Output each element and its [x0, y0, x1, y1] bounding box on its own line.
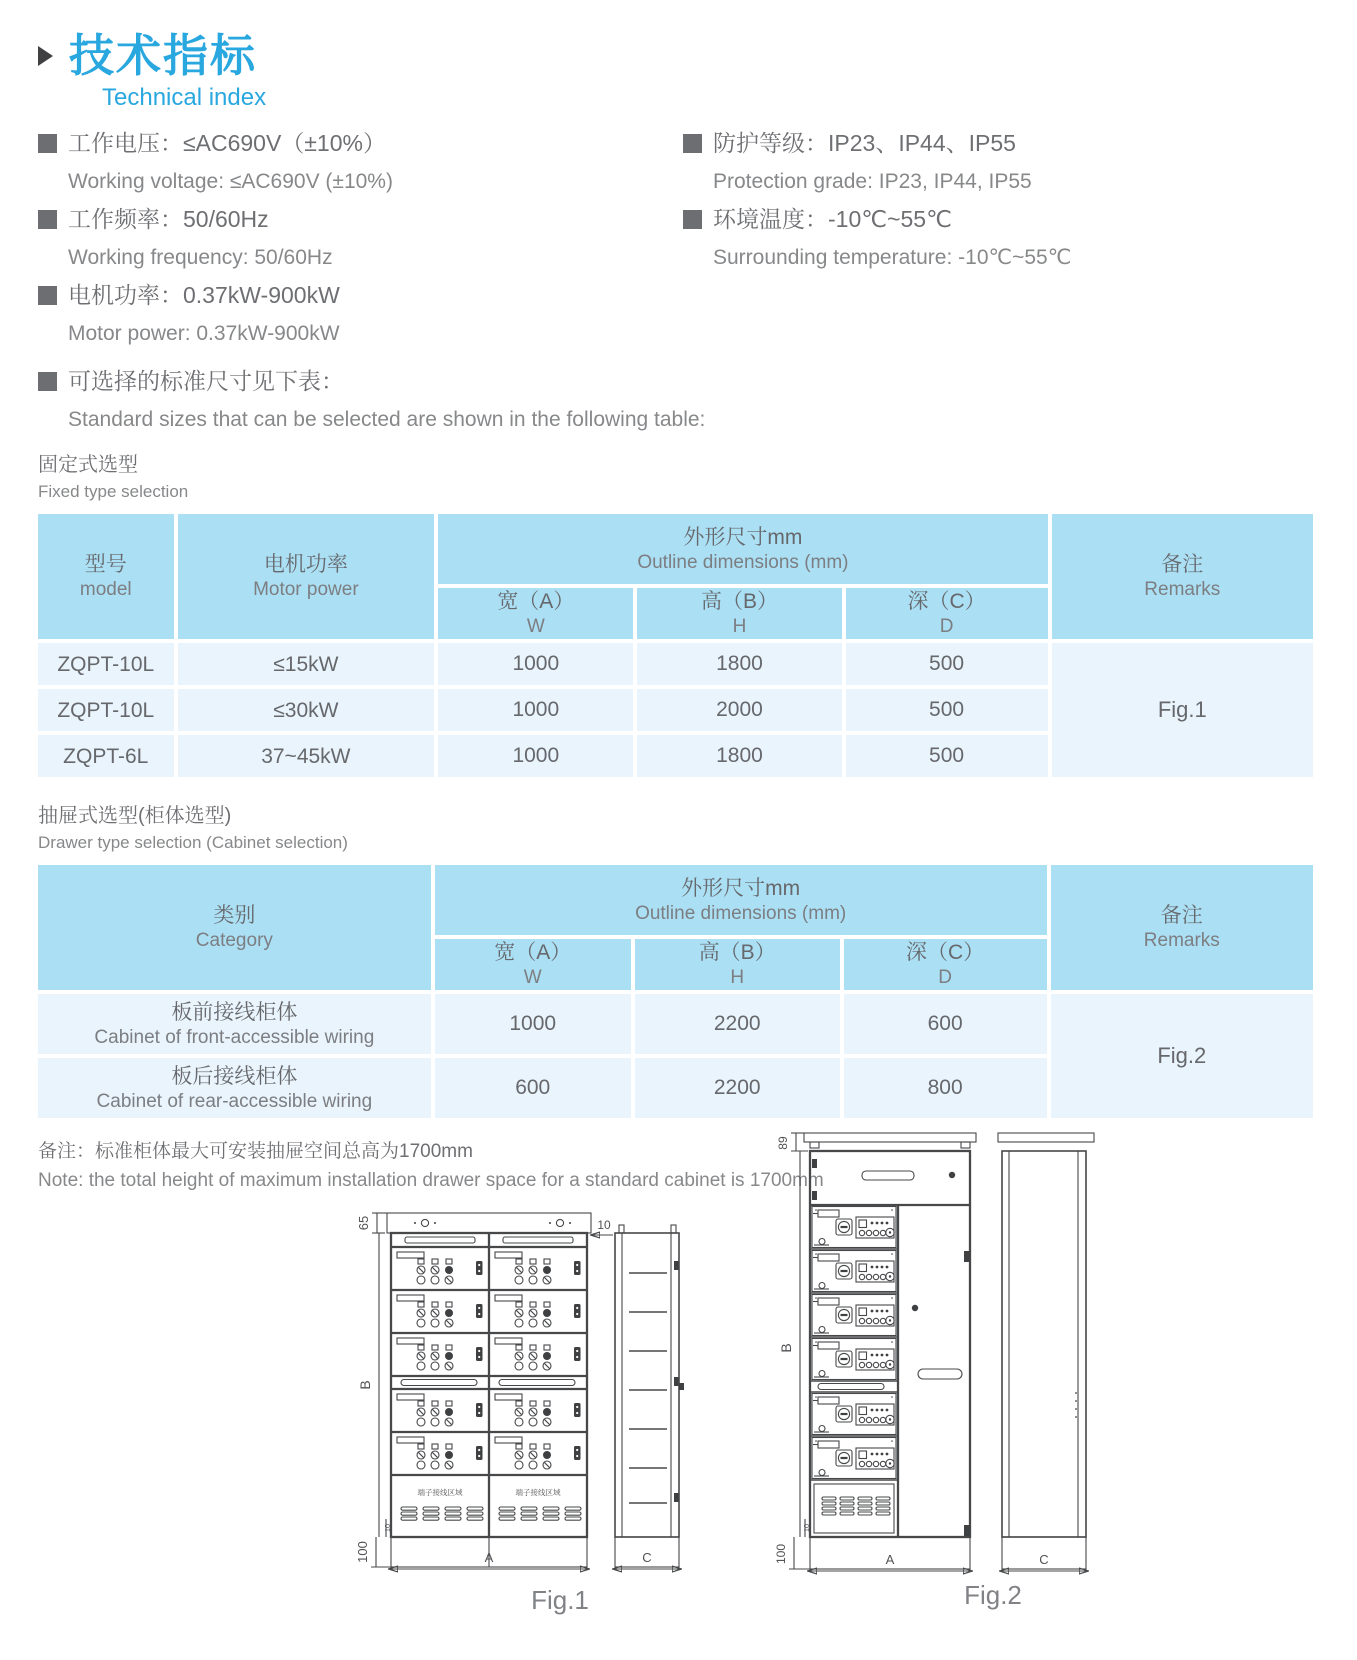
cell-height: 2200: [635, 1058, 840, 1118]
fig1-side-view: [615, 1225, 684, 1567]
cell-remark-fig1: Fig.1: [1052, 643, 1313, 777]
th-depth: 深（C） D: [846, 588, 1048, 639]
spec-en-text: Protection grade: IP23, IP44, IP55: [713, 170, 1032, 193]
fig1-terminal-area-label: 端子接线区域: [515, 1488, 561, 1497]
cell-category: 板前接线柜体 Cabinet of front-accessible wiring: [38, 994, 431, 1054]
th-remarks: 备注 Remarks: [1051, 865, 1313, 990]
th-model: 型号 model: [38, 514, 174, 639]
th-motor-power: 电机功率 Motor power: [178, 514, 435, 639]
th-width: 宽（A） W: [435, 939, 631, 990]
fig2-dim-100: 100: [774, 1543, 788, 1565]
fig1-dim-b: B: [357, 1380, 373, 1390]
cell-model: ZQPT-6L: [38, 735, 174, 777]
fixed-type-table: [34, 510, 1317, 781]
section-title-en: Drawer type selection (Cabinet selection): [38, 833, 348, 852]
fixed-type-section-label: [38, 448, 1317, 502]
cell-remark-fig2: Fig.2: [1051, 994, 1313, 1118]
spec-en-text: Surrounding temperature: -10℃~55℃: [713, 246, 1072, 269]
fig1-dim-10-top: 10: [597, 1218, 611, 1232]
note-cn: 备注：标准柜体最大可安装抽屉空间总高为1700mm: [38, 1141, 473, 1162]
cell-power: ≤30kW: [178, 689, 435, 731]
section-title-cn: 固定式选型: [38, 454, 138, 476]
spec-en-text: Standard sizes that can be selected are shown in the following table:: [68, 408, 706, 431]
square-bullet-icon: [38, 210, 57, 229]
th-category: 类别 Category: [38, 865, 431, 990]
spec-en-text: Working voltage: ≤AC690V (±10%): [68, 170, 393, 193]
square-bullet-icon: [38, 134, 57, 153]
drawer-type-section-label: [38, 799, 1317, 853]
cell-height: 2000: [637, 689, 841, 731]
fig2-dim-b: B: [778, 1343, 794, 1353]
fig1-dim-65: 65: [356, 1215, 371, 1231]
cell-width: 1000: [438, 689, 633, 731]
cell-width: 1000: [438, 643, 633, 685]
fig2-front-view: [804, 1133, 976, 1569]
section-marker-icon: [38, 46, 53, 66]
th-height: 高（B） H: [635, 939, 840, 990]
cell-depth: 500: [846, 735, 1048, 777]
cell-height: 1800: [637, 735, 841, 777]
drawer-type-table: [34, 861, 1317, 1122]
fig2-dim-10-vent: 10: [802, 1523, 811, 1533]
spec-cn-text: 环境温度：-10℃~55℃: [713, 206, 952, 232]
fig1-dim-10-vent: 10: [383, 1523, 392, 1533]
table-row: [38, 643, 1313, 685]
square-bullet-icon: [38, 286, 57, 305]
fig2-cabinet-drawing: [710, 1093, 1100, 1593]
fig1-dim-100: 100: [355, 1541, 370, 1563]
spec-item-voltage: [38, 128, 683, 196]
cell-depth: 500: [846, 643, 1048, 685]
spec-en-text: Working frequency: 50/60Hz: [68, 246, 333, 269]
spec-item-temperature: [683, 204, 1071, 272]
spec-column-right: [683, 128, 1071, 356]
th-height: 高（B） H: [637, 588, 841, 639]
cell-power: ≤15kW: [178, 643, 435, 685]
th-outline-dimensions: 外形尺寸mm Outline dimensions (mm): [438, 514, 1047, 584]
spec-list: [38, 128, 1317, 356]
th-remarks: 备注 Remarks: [1052, 514, 1313, 639]
page-subtitle: Technical index: [102, 84, 267, 111]
square-bullet-icon: [683, 210, 702, 229]
fig1-terminal-area-label: 端子接线区域: [417, 1488, 463, 1497]
cell-depth: 600: [844, 994, 1047, 1054]
section-title-cn: 抽屉式选型(柜体选型): [38, 805, 232, 827]
section-title-en: Fixed type selection: [38, 482, 189, 501]
page-header: [38, 30, 1317, 82]
cell-model: ZQPT-10L: [38, 689, 174, 731]
spec-cn-text: 防护等级：IP23、IP44、IP55: [713, 130, 1016, 156]
spec-item-table-intro: [38, 366, 1317, 434]
spec-cn-text: 可选择的标准尺寸见下表：: [68, 368, 344, 394]
fig1-dim-a: A: [484, 1550, 494, 1565]
spec-item-frequency: [38, 204, 683, 272]
spec-item-protection: [683, 128, 1071, 196]
th-depth: 深（C） D: [844, 939, 1047, 990]
fig2-dim-89: 89: [776, 1136, 790, 1150]
cell-depth: 500: [846, 689, 1048, 731]
spec-column-left: [38, 128, 683, 356]
cell-width: 1000: [438, 735, 633, 777]
fig1-dim-c: C: [642, 1550, 652, 1565]
fig1-front-view: [387, 1213, 591, 1567]
fig2-side-view: [998, 1133, 1094, 1569]
th-width: 宽（A） W: [438, 588, 633, 639]
fig1-cabinet-drawing: [345, 1177, 725, 1597]
cell-width: 1000: [435, 994, 631, 1054]
cell-width: 600: [435, 1058, 631, 1118]
cell-height: 1800: [637, 643, 841, 685]
cell-depth: 800: [844, 1058, 1047, 1118]
spec-cn-text: 工作电压：≤AC690V（±10%）: [68, 130, 386, 156]
th-outline-dimensions: 外形尺寸mm Outline dimensions (mm): [435, 865, 1047, 935]
fig2-dim-c: C: [1039, 1552, 1049, 1567]
cell-category: 板后接线柜体 Cabinet of rear-accessible wiring: [38, 1058, 431, 1118]
cell-model: ZQPT-10L: [38, 643, 174, 685]
cell-height: 2200: [635, 994, 840, 1054]
page-title: 技术指标: [69, 30, 258, 81]
table-row: [38, 994, 1313, 1054]
spec-cn-text: 电机功率：0.37kW-900kW: [68, 282, 340, 308]
spec-item-motor-power: [38, 280, 683, 348]
fig1-caption: Fig.1: [531, 1585, 589, 1615]
square-bullet-icon: [38, 372, 57, 391]
note-en: Note: the total height of maximum installation drawer space for a standard cabinet is 1700mm: [38, 1170, 824, 1191]
cell-power: 37~45kW: [178, 735, 435, 777]
square-bullet-icon: [683, 134, 702, 153]
spec-cn-text: 工作频率：50/60Hz: [68, 206, 269, 232]
fig2-dim-a: A: [885, 1552, 895, 1567]
spec-en-text: Motor power: 0.37kW-900kW: [68, 322, 340, 345]
fig2-caption: Fig.2: [964, 1580, 1022, 1610]
fig2-dimensions: [774, 1133, 1088, 1571]
